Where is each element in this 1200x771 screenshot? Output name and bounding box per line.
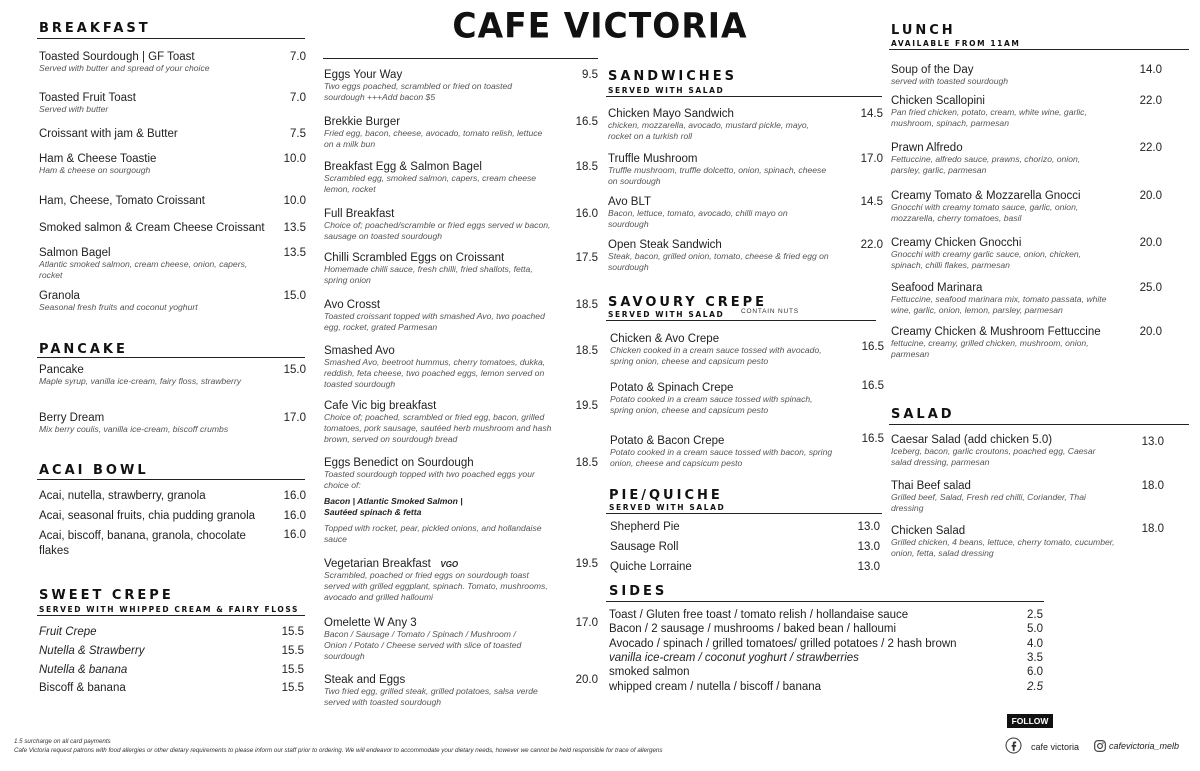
item-name: Nutella & Strawberry <box>39 645 145 657</box>
item-price: 10.0 <box>283 195 306 207</box>
menu-item <box>324 345 556 390</box>
item-price: 7.0 <box>290 51 306 63</box>
menu-item <box>324 208 556 242</box>
menu-item <box>39 510 279 522</box>
diet-tag: VGO <box>440 560 459 569</box>
item-price: 25.0 <box>1139 282 1162 294</box>
item-price: 15.5 <box>281 645 304 657</box>
menu-item <box>324 299 556 333</box>
facebook-handle[interactable]: cafe victoria <box>1031 742 1080 752</box>
item-price: 16.5 <box>861 433 884 445</box>
item-desc: Toasted croissant topped with smashed Avo, two poached egg, rocket, grated Parmesan <box>324 311 545 332</box>
item-name: Seafood Marinara <box>891 282 983 294</box>
item-name: Acai, nutella, strawberry, granola <box>39 490 206 502</box>
savoury-crepe-title: SAVOURY CREPE <box>608 295 768 310</box>
menu-item <box>610 333 835 367</box>
item-name: Truffle Mushroom <box>608 153 698 165</box>
divider <box>606 96 882 97</box>
divider <box>606 513 882 514</box>
item-desc: Maple syrup, vanilla ice-cream, fairy floss, strawberry <box>39 376 242 386</box>
divider <box>889 49 1189 50</box>
menu-item <box>39 490 279 502</box>
divider <box>37 38 305 39</box>
menu-item <box>324 674 556 708</box>
menu-item <box>324 617 539 662</box>
divider <box>323 58 598 59</box>
item-desc: Fettuccine, seafood marinara mix, tomato passata, white wine, garlic, onion, lemon, parsley, parmesan <box>891 294 1107 315</box>
item-price: 17.0 <box>575 617 598 629</box>
item-price: 10.0 <box>283 153 306 165</box>
item-name: Acai, seasonal fruits, chia pudding granola <box>39 510 256 522</box>
item-price: 13.0 <box>857 541 880 553</box>
item-name: Acai, biscoff, banana, granola, chocolate flakes <box>39 530 246 557</box>
divider <box>606 601 1044 602</box>
item-name: Chicken Scallopini <box>891 95 985 107</box>
item-desc: Topped with rocket, pear, pickled onions, and hollandaise sauce <box>324 523 542 544</box>
pie-quiche-title: PIE/QUICHE <box>609 488 723 503</box>
item-price: 18.5 <box>575 457 598 469</box>
item-name: Ham & Cheese Toastie <box>39 153 157 165</box>
item-name: Brekkie Burger <box>324 116 401 128</box>
item-desc: Potato cooked in a cream sauce tossed with bacon, spring onion, cheese and capsicum pesto <box>610 447 833 468</box>
allergy-note: Cafe Victoria request patrons with food allergies or other dietary requirements to please inform our staff prior to ordering. We will endeavor to accommodate your dietary needs, however we cannot be held responsible for trace of allergens <box>14 747 663 754</box>
item-price: 15.0 <box>283 364 306 376</box>
item-desc: Steak, bacon, grilled onion, tomato, cheese & fried egg on sourdough <box>608 251 829 272</box>
menu-item <box>891 480 1116 514</box>
surcharge-note: 1.5 surcharge on all card payments <box>14 738 111 745</box>
menu-item <box>891 95 1111 129</box>
menu-item <box>324 69 544 103</box>
item-options: Bacon | Atlantic Smoked Salmon | Sautéed spinach & fetta <box>324 496 463 517</box>
item-desc: Served with butter and spread of your choice <box>39 63 210 73</box>
side-item: Bacon / 2 sausage / mushrooms / baked bean / halloumi <box>609 623 897 635</box>
menu-item <box>891 237 1111 271</box>
item-name: Chicken Mayo Sandwich <box>608 108 734 120</box>
item-price: 16.0 <box>283 529 306 541</box>
item-name: Toasted Fruit Toast <box>39 92 136 104</box>
item-desc: fettucine, creamy, grilled chicken, mushroom, onion, parmesan <box>891 338 1089 359</box>
item-desc: Mix berry coulis, vanilla ice-cream, biscoff crumbs <box>39 424 229 434</box>
sandwiches-subtitle: SERVED WITH SALAD <box>608 86 725 95</box>
item-name: Croissant with jam & Butter <box>39 128 178 140</box>
item-name: Omelette W Any 3 <box>324 617 417 629</box>
lunch-title: LUNCH <box>891 23 956 38</box>
menu-item <box>324 400 574 445</box>
item-name: Avo BLT <box>608 196 652 208</box>
divider <box>37 479 305 480</box>
menu-item <box>39 247 269 281</box>
item-desc: Iceberg, bacon, garlic croutons, poached egg, Caesar salad dressing, parmesan <box>891 446 1096 467</box>
menu-item <box>608 153 833 187</box>
follow-badge: FOLLOW <box>1007 714 1053 728</box>
item-price: 17.0 <box>860 153 883 165</box>
menu-item <box>608 239 833 273</box>
side-item: Toast / Gluten free toast / tomato relish / hollandaise sauce <box>609 609 909 621</box>
item-price: 16.5 <box>861 380 884 392</box>
item-desc: served with toasted sourdough <box>891 76 1009 86</box>
item-name: Thai Beef salad <box>891 480 971 492</box>
menu-item <box>39 529 269 559</box>
menu-item <box>324 457 556 545</box>
menu-item <box>891 434 1116 468</box>
item-name: Vegetarian Breakfast <box>324 558 431 570</box>
breakfast-title: BREAKFAST <box>39 21 151 36</box>
acai-title: ACAI BOWL <box>39 463 149 478</box>
item-desc: Chicken cooked in a cream sauce tossed with avocado, spring onion, cheese and capsicum pesto <box>610 345 822 366</box>
item-name: Fruit Crepe <box>39 626 97 638</box>
item-price: 4.0 <box>1027 638 1043 650</box>
instagram-icon[interactable] <box>1094 739 1106 757</box>
item-name: Soup of the Day <box>891 64 974 76</box>
divider <box>37 615 305 616</box>
menu-item <box>891 282 1111 316</box>
sides-title: SIDES <box>609 584 668 599</box>
item-name: Caesar Salad (add chicken 5.0) <box>891 434 1053 446</box>
menu-item <box>610 435 835 469</box>
item-desc: Grilled chicken, 4 beans, lettuce, cherry tomato, cucumber, onion, fetta, salad dressing <box>891 537 1115 558</box>
item-desc: Scrambled egg, smoked salmon, capers, cream cheese lemon, rocket <box>324 173 537 194</box>
sweet-crepe-title: SWEET CREPE <box>39 588 174 603</box>
item-price: 2.5 <box>1027 681 1043 693</box>
salad-title: SALAD <box>891 407 955 422</box>
item-name: Granola <box>39 290 80 302</box>
menu-item <box>610 382 835 416</box>
item-desc: Homemade chilli sauce, fresh chilli, fried shallots, fetta, spring onion <box>324 264 533 285</box>
menu-item <box>324 161 556 195</box>
item-desc: Served with butter <box>39 104 109 114</box>
item-desc: Grilled beef, Salad, Fresh red chilli, Coriander, Thai dressing <box>891 492 1086 513</box>
item-desc: Potato cooked in a cream sauce tossed with spinach, spring onion, cheese and capsicum pesto <box>610 394 813 415</box>
item-price: 14.5 <box>860 196 883 208</box>
item-price: 15.5 <box>281 682 304 694</box>
item-desc: Atlantic smoked salmon, cream cheese, onion, capers, rocket <box>39 259 248 280</box>
sandwiches-title: SANDWICHES <box>608 69 737 84</box>
item-desc: Gnocchi with creamy garlic sauce, onion, chicken, spinach, chilli flakes, parmesan <box>891 249 1082 270</box>
item-name: Creamy Tomato & Mozzarella Gnocci <box>891 190 1081 202</box>
item-price: 20.0 <box>575 674 598 686</box>
item-name: Sausage Roll <box>610 541 679 553</box>
divider <box>889 424 1189 425</box>
menu-item <box>891 142 1111 176</box>
item-price: 17.5 <box>575 252 598 264</box>
item-price: 7.5 <box>290 128 306 140</box>
item-price: 9.5 <box>582 69 598 81</box>
item-name: Creamy Chicken & Mushroom Fettuccine <box>891 326 1101 338</box>
item-name: Prawn Alfredo <box>891 142 963 154</box>
item-price: 6.0 <box>1027 666 1043 678</box>
item-name: Open Steak Sandwich <box>608 239 722 251</box>
item-name: Ham, Cheese, Tomato Croissant <box>39 195 205 207</box>
item-price: 18.5 <box>575 345 598 357</box>
item-desc: Gnocchi with creamy tomato sauce, garlic, onion, mozzarella, cherry tomatoes, basil <box>891 202 1079 223</box>
item-name: Avo Crosst <box>324 299 381 311</box>
item-desc: Bacon, lettuce, tomato, avocado, chilli mayo on sourdough <box>608 208 788 229</box>
item-name: Chilli Scrambled Eggs on Croissant <box>324 252 505 264</box>
item-price: 13.5 <box>283 222 306 234</box>
item-name: Chicken Salad <box>891 525 966 537</box>
menu-item <box>608 196 833 230</box>
item-price: 19.5 <box>575 400 598 412</box>
item-price: 18.0 <box>1141 523 1164 535</box>
item-price: 18.5 <box>575 161 598 173</box>
side-item: vanilla ice-cream / coconut yoghurt / strawberries <box>609 652 859 664</box>
item-name: Eggs Benedict on Sourdough <box>324 457 474 469</box>
item-price: 18.5 <box>575 299 598 311</box>
item-desc: Choice of; poached, scrambled or fried egg, bacon, grilled tomatoes, pork sausage, sautéed herb mushroom and hash brown, served on sourdough bread <box>324 412 552 444</box>
menu-item <box>39 222 279 234</box>
menu-item <box>324 558 556 603</box>
item-name: Steak and Eggs <box>324 674 406 686</box>
item-price: 14.0 <box>1139 64 1162 76</box>
menu-item <box>891 190 1111 224</box>
item-name: Pancake <box>39 364 84 376</box>
item-name: Chicken & Avo Crepe <box>610 333 720 345</box>
item-price: 18.0 <box>1141 480 1164 492</box>
item-desc: Fettuccine, alfredo sauce, prawns, chorizo, onion, parsley, garlic, parmesan <box>891 154 1081 175</box>
item-price: 13.0 <box>857 521 880 533</box>
item-name: Eggs Your Way <box>324 69 403 81</box>
item-price: 16.0 <box>575 208 598 220</box>
item-desc: Fried egg, bacon, cheese, avocado, tomato relish, lettuce on a milk bun <box>324 128 543 149</box>
item-price: 22.0 <box>860 239 883 251</box>
item-price: 16.5 <box>575 116 598 128</box>
item-price: 15.0 <box>283 290 306 302</box>
item-desc: Two fried egg, grilled steak, grilled potatoes, salsa verde served with toasted sourdough <box>324 686 538 707</box>
item-price: 13.0 <box>857 561 880 573</box>
item-price: 13.5 <box>283 247 306 259</box>
pancake-title: PANCAKE <box>39 342 128 357</box>
menu-item <box>891 525 1116 559</box>
menu-item <box>324 116 554 150</box>
item-price: 3.5 <box>1027 652 1043 664</box>
pie-quiche-subtitle: SERVED WITH SALAD <box>609 503 726 512</box>
instagram-handle[interactable]: cafevictoria_melb <box>1109 741 1180 751</box>
item-desc: Smashed Avo, beetroot hummus, cherry tomatoes, dukka, reddish, feta cheese, two poached eggs, lemon served on toasted sourdough <box>324 357 546 389</box>
item-price: 20.0 <box>1139 237 1162 249</box>
item-price: 22.0 <box>1139 142 1162 154</box>
item-desc: Toasted sourdough topped with two poached eggs your choice of: <box>324 469 535 490</box>
item-price: 2.5 <box>1027 609 1043 621</box>
menu-item <box>891 326 1121 360</box>
item-desc: Ham & cheese on sourgough <box>39 165 151 175</box>
item-name: Potato & Bacon Crepe <box>610 435 725 447</box>
contains-nuts-note: CONTAIN NUTS <box>741 308 799 315</box>
item-price: 16.0 <box>283 510 306 522</box>
item-desc: Two eggs poached, scrambled or fried on toasted sourdough +++Add bacon $5 <box>324 81 513 102</box>
item-name: Shepherd Pie <box>610 521 680 533</box>
item-price: 15.5 <box>281 626 304 638</box>
item-desc: chicken, mozzarella, avocado, mustard pickle, mayo, rocket on a turkish roll <box>608 120 810 141</box>
side-item: smoked salmon <box>609 666 690 678</box>
item-price: 15.5 <box>281 664 304 676</box>
item-price: 7.0 <box>290 92 306 104</box>
savoury-crepe-subtitle: SERVED WITH SALAD <box>608 310 725 319</box>
item-price: 14.5 <box>860 108 883 120</box>
item-name: Toasted Sourdough | GF Toast <box>39 51 195 63</box>
divider <box>37 357 305 358</box>
item-name: Biscoff & banana <box>39 682 126 694</box>
lunch-subtitle: AVAILABLE FROM 11AM <box>891 39 1021 48</box>
facebook-icon[interactable] <box>1005 737 1022 759</box>
menu-item <box>608 108 833 142</box>
item-price: 13.0 <box>1141 436 1164 448</box>
item-price: 16.5 <box>861 341 884 353</box>
item-name: Potato & Spinach Crepe <box>610 382 734 394</box>
side-item: Avocado / spinach / grilled tomatoes/ grilled potatoes / 2 hash brown <box>609 638 957 650</box>
item-desc: Choice of; poached/scramble or fried eggs served w bacon, sausage on toasted sourdough <box>324 220 551 241</box>
item-desc: Seasonal fresh fruits and coconut yoghurt <box>39 302 198 312</box>
item-desc: Truffle mushroom, truffle dolcetto, onion, spinach, cheese on sourdough <box>608 165 827 186</box>
item-name: Creamy Chicken Gnocchi <box>891 237 1022 249</box>
item-name: Smashed Avo <box>324 345 395 357</box>
item-name: Salmon Bagel <box>39 247 111 259</box>
item-name: Breakfast Egg & Salmon Bagel <box>324 161 482 173</box>
item-name: Quiche Lorraine <box>610 561 692 573</box>
item-price: 22.0 <box>1139 95 1162 107</box>
side-item: whipped cream / nutella / biscoff / banana <box>609 681 822 693</box>
menu-item <box>891 64 1121 87</box>
item-price: 5.0 <box>1027 623 1043 635</box>
menu-item <box>324 252 556 286</box>
sweet-crepe-subtitle: SERVED WITH WHIPPED CREAM & FAIRY FLOSS <box>39 605 299 614</box>
item-name: Full Breakfast <box>324 208 395 220</box>
item-name: Cafe Vic big breakfast <box>324 400 437 412</box>
item-price: 19.5 <box>575 558 598 570</box>
item-name: Smoked salmon & Cream Cheese Croissant <box>39 222 265 234</box>
item-price: 17.0 <box>283 412 306 424</box>
item-price: 20.0 <box>1139 326 1162 338</box>
item-name: Berry Dream <box>39 412 105 424</box>
divider <box>606 320 876 321</box>
item-desc: Pan fried chicken, potato, cream, white wine, garlic, mushroom, spinach, parmesan <box>891 107 1087 128</box>
cafe-title: CAFE VICTORIA <box>452 5 748 46</box>
item-price: 16.0 <box>283 490 306 502</box>
item-desc: Scrambled, poached or fried eggs on sourdough toast served with grilled eggplant, spinach. Tomato, mushrooms, avocado and grilled halloumi <box>324 570 548 602</box>
item-price: 20.0 <box>1139 190 1162 202</box>
item-desc: Bacon / Sausage / Tomato / Spinach / Mushroom / Onion / Potato / Cheese served with slice of toasted sourdough <box>324 629 522 661</box>
item-name: Nutella & banana <box>39 664 128 676</box>
